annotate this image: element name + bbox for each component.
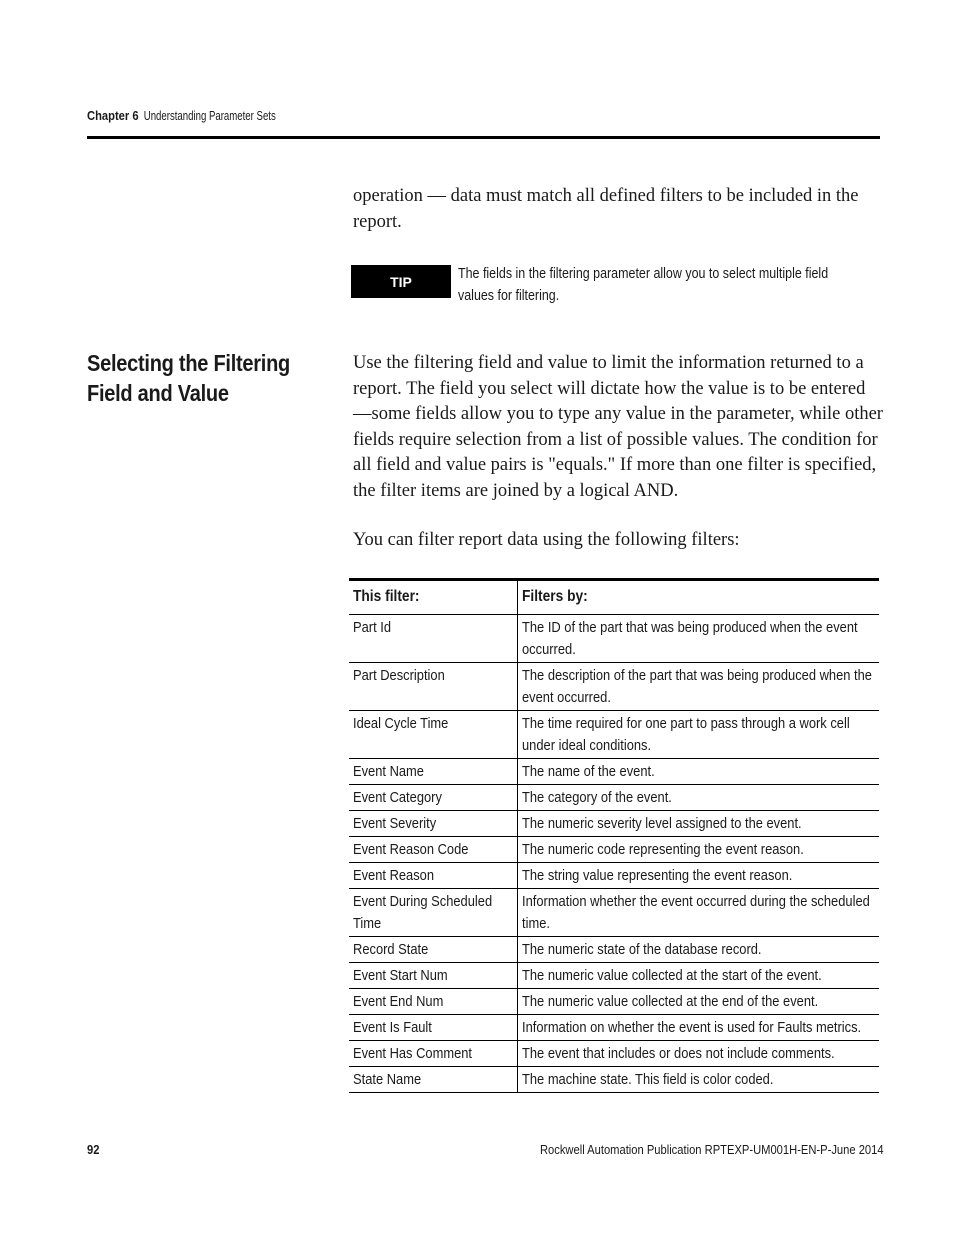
- filter-name-cell: Ideal Cycle Time: [349, 711, 518, 759]
- running-header: [87, 108, 880, 139]
- filter-description-cell: The numeric value collected at the end of the event.: [518, 989, 880, 1015]
- filter-description-cell: The ID of the part that was being produced when the event occurred.: [518, 615, 880, 663]
- filter-description-cell: The numeric value collected at the start of the event.: [518, 963, 880, 989]
- filter-description-cell: Information on whether the event is used for Faults metrics.: [518, 1015, 880, 1041]
- filter-description-cell: The time required for one part to pass through a work cell under ideal conditions.: [518, 711, 880, 759]
- table-row: [349, 759, 879, 785]
- intro-paragraph: operation — data must match all defined filters to be included in the report.: [353, 186, 859, 232]
- table-row: [349, 615, 879, 663]
- table-row: [349, 837, 879, 863]
- section-paragraph: Use the filtering field and value to limit the information returned to a report. The field you select will dictate how the value is to be entered—some fields allow you to type any value in the parameter, while other fields require selection from a list of possible values. The condition for all field and value pairs is "equals." If more than one filter is specified, the filter items are joined by a logical AND.: [353, 353, 883, 501]
- table-row: [349, 937, 879, 963]
- table-header-row: [349, 580, 879, 615]
- table-lead-in: You can filter report data using the following filters:: [353, 530, 740, 550]
- filter-name-cell: Event Category: [349, 785, 518, 811]
- filter-name-cell: Part Id: [349, 615, 518, 663]
- filter-name-cell: Record State: [349, 937, 518, 963]
- filter-name-cell: Event Has Comment: [349, 1041, 518, 1067]
- section-title: Selecting the Filtering Field and Value: [87, 350, 291, 406]
- filter-name-cell: Event Severity: [349, 811, 518, 837]
- page-number: 92: [87, 1142, 100, 1157]
- chapter-label: Chapter 6 Understanding Parameter Sets: [87, 108, 276, 123]
- table-row: [349, 785, 879, 811]
- filter-name-cell: Event Name: [349, 759, 518, 785]
- filter-name-cell: Event During Scheduled Time: [349, 889, 518, 937]
- filter-name-cell: Event Is Fault: [349, 1015, 518, 1041]
- table-row: [349, 1041, 879, 1067]
- filter-name-cell: Event Reason Code: [349, 837, 518, 863]
- tip-text: The fields in the filtering parameter allow you to select multiple field values for filtering.: [458, 266, 829, 304]
- table-row: [349, 811, 879, 837]
- filter-description-cell: The string value representing the event reason.: [518, 863, 880, 889]
- filter-description-cell: The machine state. This field is color coded.: [518, 1067, 880, 1093]
- publication-info: Rockwell Automation Publication RPTEXP-UM001H-EN-P-June 2014: [540, 1142, 884, 1157]
- filter-description-cell: Information whether the event occurred during the scheduled time.: [518, 889, 880, 937]
- table-row: [349, 889, 879, 937]
- table-row: [349, 963, 879, 989]
- filter-description-cell: The numeric code representing the event reason.: [518, 837, 880, 863]
- header-filter: This filter:: [349, 580, 518, 615]
- filter-description-cell: The description of the part that was being produced when the event occurred.: [518, 663, 880, 711]
- filter-name-cell: Event Reason: [349, 863, 518, 889]
- table-row: [349, 1015, 879, 1041]
- filter-description-cell: The category of the event.: [518, 785, 880, 811]
- header-filters-by: Filters by:: [518, 580, 880, 615]
- table-row: [349, 1067, 879, 1093]
- table-row: [349, 989, 879, 1015]
- filter-name-cell: Part Description: [349, 663, 518, 711]
- filter-name-cell: Event Start Num: [349, 963, 518, 989]
- filters-table: [349, 578, 879, 1093]
- table-row: [349, 711, 879, 759]
- table-row: [349, 863, 879, 889]
- filter-name-cell: Event End Num: [349, 989, 518, 1015]
- filter-name-cell: State Name: [349, 1067, 518, 1093]
- filter-description-cell: The numeric state of the database record.: [518, 937, 880, 963]
- filter-description-cell: The numeric severity level assigned to the event.: [518, 811, 880, 837]
- table-row: [349, 663, 879, 711]
- chapter-title: Understanding Parameter Sets: [143, 108, 276, 123]
- filter-description-cell: The event that includes or does not include comments.: [518, 1041, 880, 1067]
- filter-description-cell: The name of the event.: [518, 759, 880, 785]
- tip-badge: TIP: [351, 265, 451, 298]
